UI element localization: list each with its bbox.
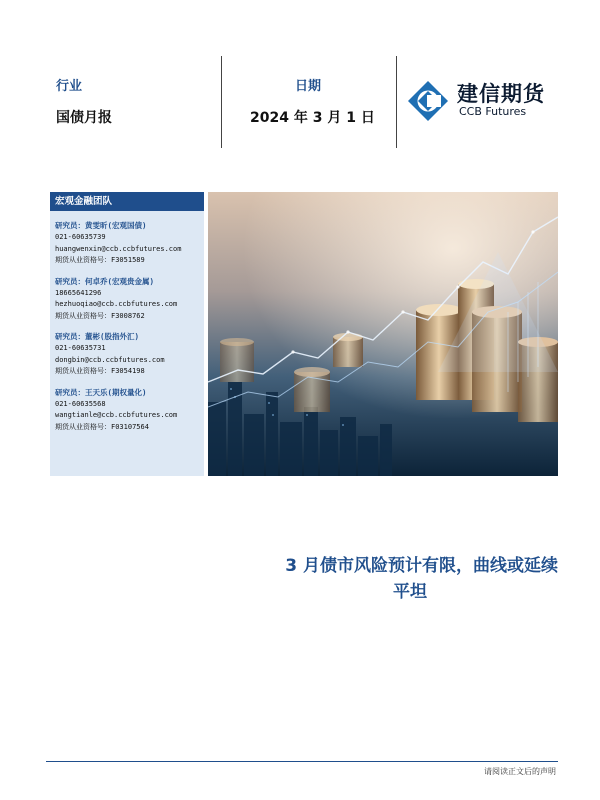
member-phone: 021-60635739 <box>55 233 106 241</box>
date-label: 日期 <box>295 79 322 94</box>
member-email: dongbin@ccb.ccbfutures.com <box>55 355 165 364</box>
logo-name-en: CCB Futures <box>459 105 527 118</box>
header-divider <box>221 56 222 148</box>
member-title: 研究员：何卓乔(宏观贵金属) <box>55 276 155 286</box>
team-panel <box>50 192 204 476</box>
member-license: 期货从业资格号：F03107564 <box>55 422 149 431</box>
report-title <box>200 553 560 605</box>
member-card <box>55 387 204 434</box>
member-title: 研究员：董彬(股指外汇) <box>55 332 140 341</box>
date-value: 2024 年 3 月 1 日 <box>250 110 375 126</box>
logo-name-cn: 建信期货 <box>457 82 545 106</box>
industry-value: 国债月报 <box>56 110 112 126</box>
cover-image <box>208 192 558 476</box>
footer-divider <box>46 761 558 762</box>
member-title: 研究员：黄雯昕(宏观国债) <box>55 221 147 230</box>
member-card <box>55 276 204 323</box>
member-phone: 18665641296 <box>55 288 102 297</box>
company-logo <box>407 78 572 122</box>
footer-disclaimer: 请阅读正文后的声明 <box>484 767 556 776</box>
member-license: 期货从业资格号：F3054198 <box>55 367 145 375</box>
member-card <box>55 331 204 378</box>
member-email: wangtianle@ccb.ccbfutures.com <box>55 411 178 419</box>
member-title: 研究员：王天乐(期权量化) <box>55 387 147 397</box>
industry-label: 行业 <box>56 79 83 94</box>
finance-coins-illustration <box>208 192 558 476</box>
team-list <box>50 211 204 433</box>
industry-block <box>56 75 112 127</box>
member-card <box>55 220 204 267</box>
member-phone: 021-60635731 <box>55 344 106 352</box>
member-license: 期货从业资格号：F3051589 <box>55 256 145 264</box>
member-license: 期货从业资格号：F3008762 <box>55 311 145 320</box>
header-divider <box>396 56 397 148</box>
member-phone: 021-60635568 <box>55 399 106 408</box>
ccb-logo-icon <box>407 80 449 122</box>
report-title-line1: 3 月债市风险预计有限，曲线或延续 <box>285 556 558 576</box>
date-block <box>250 75 375 127</box>
member-email: hezhuoqiao@ccb.ccbfutures.com <box>55 300 178 308</box>
team-heading: 宏观金融团队 <box>50 192 204 211</box>
report-title-line2: 平坦 <box>393 582 427 602</box>
member-email: huangwenxin@ccb.ccbfutures.com <box>55 244 182 253</box>
